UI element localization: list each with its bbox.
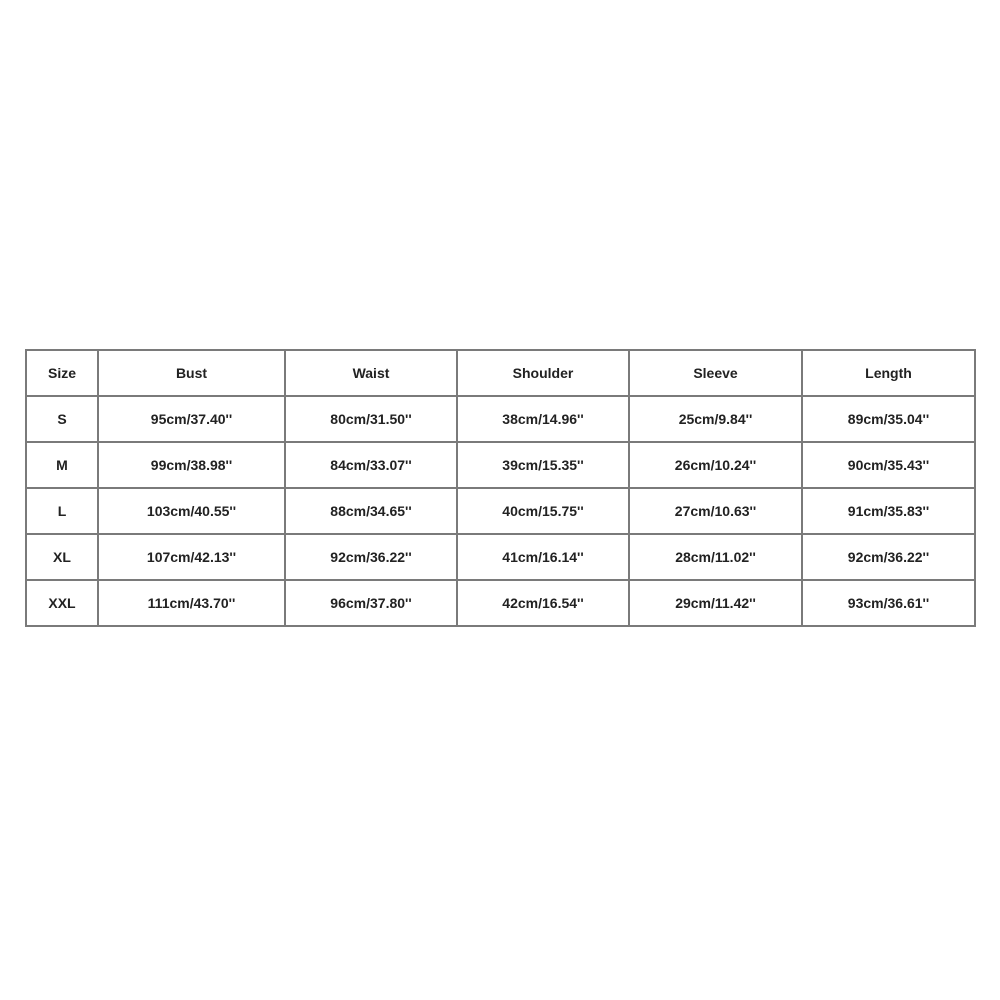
cell-waist: 84cm/33.07'' — [285, 442, 457, 488]
cell-shoulder: 41cm/16.14'' — [457, 534, 629, 580]
cell-bust: 95cm/37.40'' — [98, 396, 285, 442]
cell-bust: 111cm/43.70'' — [98, 580, 285, 626]
header-size: Size — [26, 350, 98, 396]
cell-length: 91cm/35.83'' — [802, 488, 975, 534]
cell-waist: 88cm/34.65'' — [285, 488, 457, 534]
table-row — [26, 534, 975, 580]
cell-sleeve: 29cm/11.42'' — [629, 580, 802, 626]
header-length: Length — [802, 350, 975, 396]
header-bust: Bust — [98, 350, 285, 396]
cell-size: M — [26, 442, 98, 488]
cell-shoulder: 42cm/16.54'' — [457, 580, 629, 626]
cell-length: 92cm/36.22'' — [802, 534, 975, 580]
table-header-row — [26, 350, 975, 396]
table-row — [26, 396, 975, 442]
cell-length: 93cm/36.61'' — [802, 580, 975, 626]
cell-sleeve: 25cm/9.84'' — [629, 396, 802, 442]
cell-bust: 103cm/40.55'' — [98, 488, 285, 534]
cell-size: S — [26, 396, 98, 442]
cell-waist: 80cm/31.50'' — [285, 396, 457, 442]
header-waist: Waist — [285, 350, 457, 396]
cell-length: 90cm/35.43'' — [802, 442, 975, 488]
cell-bust: 107cm/42.13'' — [98, 534, 285, 580]
cell-shoulder: 38cm/14.96'' — [457, 396, 629, 442]
header-shoulder: Shoulder — [457, 350, 629, 396]
cell-size: L — [26, 488, 98, 534]
size-chart-table — [25, 349, 976, 627]
cell-sleeve: 26cm/10.24'' — [629, 442, 802, 488]
table-row — [26, 580, 975, 626]
cell-bust: 99cm/38.98'' — [98, 442, 285, 488]
cell-sleeve: 27cm/10.63'' — [629, 488, 802, 534]
table-row — [26, 488, 975, 534]
cell-shoulder: 40cm/15.75'' — [457, 488, 629, 534]
cell-size: XXL — [26, 580, 98, 626]
header-sleeve: Sleeve — [629, 350, 802, 396]
cell-shoulder: 39cm/15.35'' — [457, 442, 629, 488]
cell-waist: 92cm/36.22'' — [285, 534, 457, 580]
cell-size: XL — [26, 534, 98, 580]
table-row — [26, 442, 975, 488]
cell-waist: 96cm/37.80'' — [285, 580, 457, 626]
cell-sleeve: 28cm/11.02'' — [629, 534, 802, 580]
cell-length: 89cm/35.04'' — [802, 396, 975, 442]
